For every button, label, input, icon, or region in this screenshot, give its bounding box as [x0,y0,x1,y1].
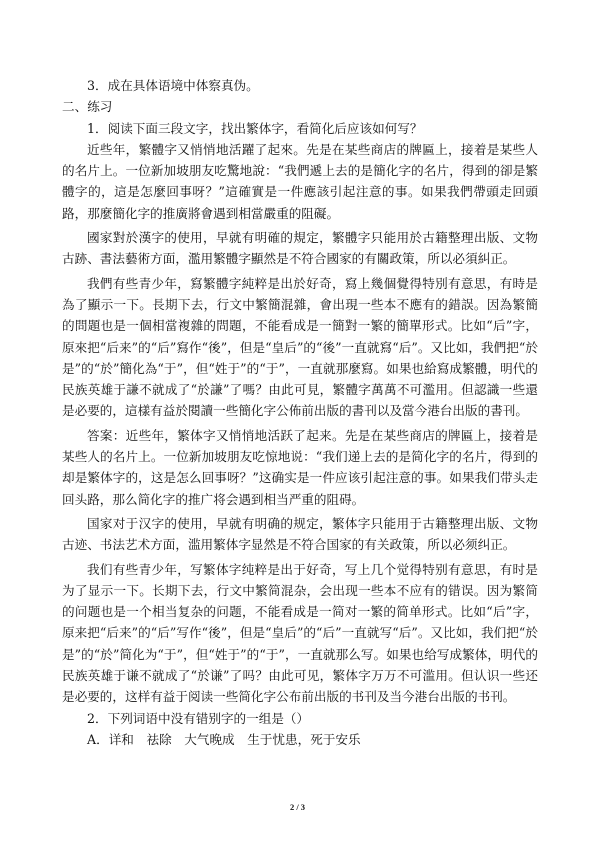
traditional-paragraph-2: 國家對於漢字的使用，早就有明確的規定，繁體字只能用於古籍整理出版、文物古跡、書法藝術方面，濫用繁體字顯然是不符合國家的有關政策，所以必須糾正。 [62,230,538,267]
document-body [62,75,538,750]
question-2-option-a: A．详和 祛除 大气晚成 生于忧患，死于安乐 [87,731,361,747]
answer-paragraph-1: 答案：近些年，繁体字又悄悄地活跃了起来。先是在某些商店的牌匾上，接着是某些人的名片上。一位新加坡朋友吃惊地说：“我们递上去的是简化字的名片，得到的却是繁体字的，这是怎么回事呀？”这确实是一件应该引起注意的事。如果我们带头走回头路，那么简化字的推广将会遇到相当严重的阻碍。 [62,427,538,507]
traditional-paragraph-3: 我們有些青少年，寫繁體字純粹是出於好奇，寫上幾個覺得特別有意思，有時是為了顯示一下。長期下去，行文中繁簡混雜，會出現一些本不應有的錯誤。因為繁簡的問題也是一個相當複雜的問題，不能看成是一簡對一繁的簡單形式。比如“后”字，原來把“后来”的“后”寫作“後”，但是“皇后”的“後”一直就寫“后”。又比如，我們把“於是”的“於”簡化為“于”，但“姓于”的“于”，一直就那麼寫。如果也給寫成繁體，明代的民族英雄于謙不就成了“於謙”了嗎？由此可見，繁體字萬萬不可濫用。但認識一些還是必要的，這樣有益於閱讀一些簡化字公佈前出版的書刊以及當今港台出版的書刊。 [62,275,538,419]
answer-paragraph-2: 国家对于汉字的使用，早就有明确的规定，繁体字只能用于古籍整理出版、文物古迹、书法艺术方面，滥用繁体字显然是不符合国家的有关政策，所以必须纠正。 [62,515,538,553]
section-heading: 二、练习 [62,99,113,115]
page-number: 2 / 3 [289,802,306,812]
traditional-paragraph-1: 近些年，繁體字又悄悄地活躍了起來。先是在某些商店的牌匾上，接着是某些人的名片上。一位新加坡朋友吃驚地說：“我們遞上去的是簡化字的名片，得到的卻是繁體字的，這是怎麼回事呀？”這確實是一件應該引起注意的事。如果我們帶頭走回頭路，那麼簡化字的推廣將會遇到相當嚴重的阻礙。 [62,141,538,221]
answer-paragraph-3: 我们有些青少年，写繁体字纯粹是出于好奇，写上几个觉得特别有意思，有时是为了显示一下。长期下去，行文中繁简混杂，会出现一些本不应有的错误。因为繁简的问题也是一个相当复杂的问题，不能看成是一简对一繁的简单形式。比如“后”字，原来把“后来”的“后”写作“後”，但是“皇后”的“后”一直就写“后”。又比如，我们把“於是”的“於”简化为“于”，但“姓于”的“于”，一直就那么写。如果也给写成繁体，明代的民族英雄于谦不就成了“於谦”了吗？由此可见，繁体字万万不可滥用。但认识一些还是必要的，这样有益于阅读一些简化字公布前出版的书刊及当今港台出版的书刊。 [62,561,538,705]
question-1: 1．阅读下面三段文字，找出繁体字，看简化后应该如何写？ [87,120,423,136]
question-2: 2．下列词语中没有错别字的一组是（） [87,710,310,726]
item-3: 3．成在具体语境中体察真伪。 [87,78,259,93]
